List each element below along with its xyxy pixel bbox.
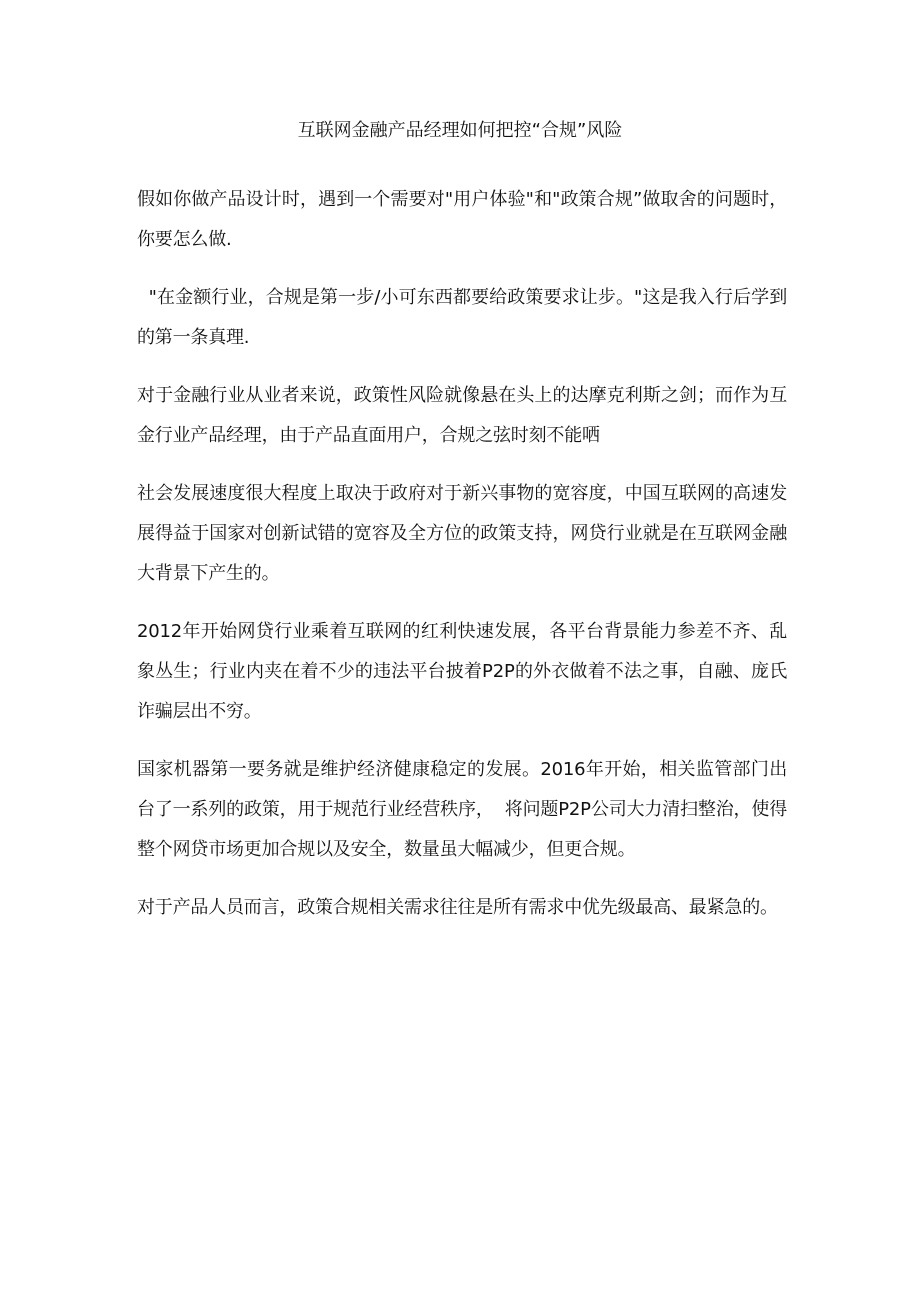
document-body	[137, 180, 787, 928]
paragraph-3: 对于金融行业从业者来说，政策性风险就像悬在头上的达摩克利斯之剑；而作为互金行业产品经理，由于产品直面用户，合规之弦时刻不能哂	[137, 385, 787, 446]
paragraph-6: 国家机器第一要务就是维护经济健康稳定的发展。2016年开始，相关监管部门出台了一系列的政策，用于规范行业经营秩序， 将问题P2P公司大力清扫整治，使得整个网贷市场更加合规以及安全，数量虽大幅减少，但更合规。	[137, 759, 787, 860]
paragraph-5: 2012年开始网贷行业乘着互联网的红利快速发展，各平台背景能力参差不齐、乱象丛生；行业内夹在着不少的违法平台披着P2P的外衣做着不法之事，自融、庞氏诈骗层出不穷。	[137, 621, 787, 722]
document-title: 互联网金融产品经理如何把控“合规”风险	[297, 120, 623, 141]
paragraph-2: "在金额行业，合规是第一步/小可东西都要给政策要求让步。"这是我入行后学到的第一条真理.	[137, 287, 787, 348]
paragraph-4: 社会发展速度很大程度上取决于政府对于新兴事物的宽容度，中国互联网的高速发展得益于国家对创新试错的宽容及全方位的政策支持，网贷行业就是在互联网金融大背景下产生的。	[137, 483, 787, 584]
paragraph-1: 假如你做产品设计时，遇到一个需要对"用户体验"和"政策合规”做取舍的问题时，你要怎么做.	[137, 189, 787, 250]
paragraph-7: 对于产品人员而言，政策合规相关需求往往是所有需求中优先级最高、最紧急的。	[137, 897, 778, 918]
